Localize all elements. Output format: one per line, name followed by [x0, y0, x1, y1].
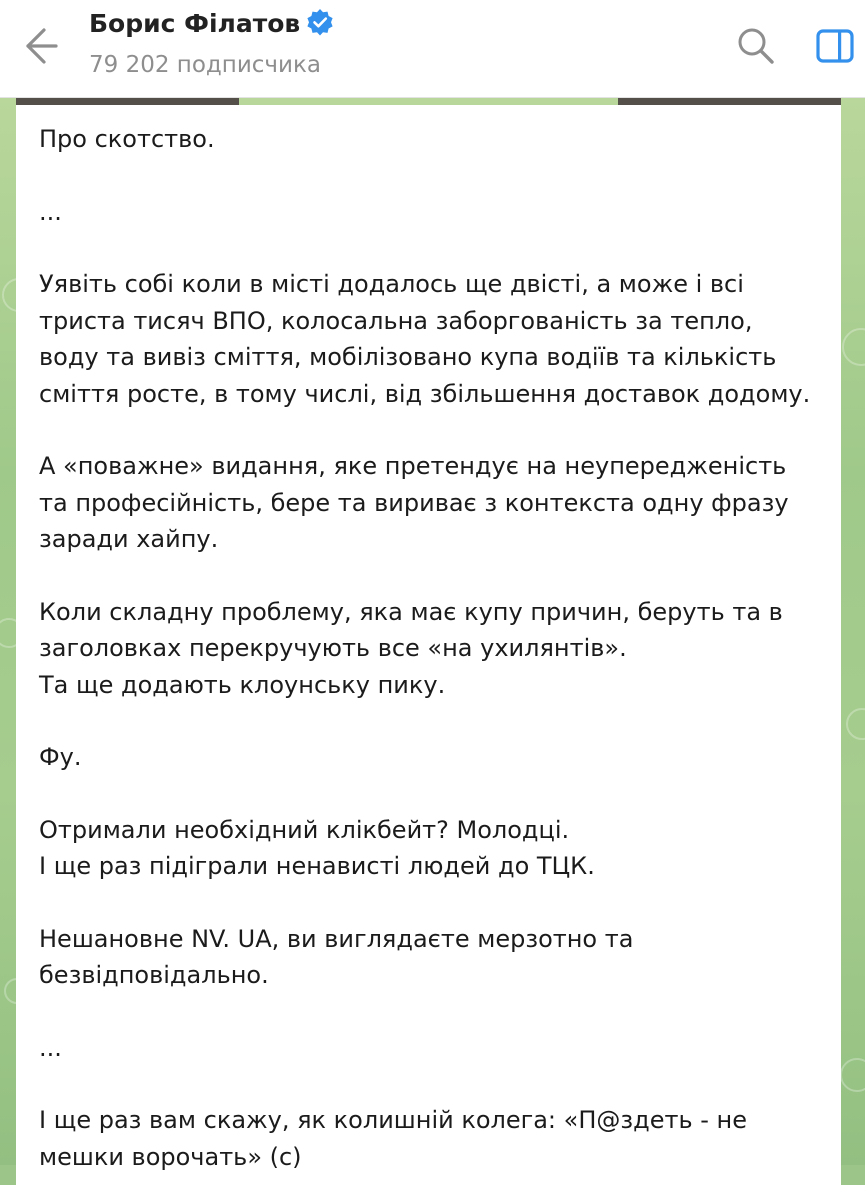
- message-paragraph: Уявіть собі коли в місті додалось ще двісті, а може і всі триста тисяч ВПО, колосальна заборгованість за тепло, воду та вивіз сміття, мобілізовано купа водіїв та кількість сміття росте, в тому числі, від збільшення доставок додому.: [39, 270, 811, 408]
- message-paragraph: ...: [39, 197, 62, 226]
- search-button[interactable]: [734, 24, 778, 68]
- message-bubble: [16, 105, 841, 1185]
- message-paragraph: Фу.: [39, 743, 82, 771]
- subscriber-count: 79 202 подписчика: [89, 52, 321, 78]
- message-paragraph: А «поважне» видання, яке претендує на неупередженість та професійність, бере та вириває з контекста одну фразу заради хайпу.: [39, 452, 789, 553]
- channel-title[interactable]: [89, 8, 334, 38]
- message-paragraph: Нешановне NV. UA, ви виглядаєте мерзотно та безвідповідально.: [39, 924, 634, 989]
- message-paragraph: Про скотство.: [39, 125, 215, 153]
- chat-header: [0, 0, 865, 98]
- media-preview-right-edge: [618, 98, 841, 105]
- message-paragraph: Отримали необхідний клікбейт? Молодці. І ще раз підіграли ненависті людей до ТЦК.: [39, 815, 595, 880]
- media-preview-left-edge: [16, 98, 239, 105]
- sidebar-toggle-button[interactable]: [814, 26, 856, 68]
- search-icon: [734, 24, 778, 68]
- message-paragraph: І ще раз вам скажу, як колишній колега: «П@здеть - не мешки ворочать» (с): [39, 1106, 747, 1171]
- message-paragraph: ...: [39, 1033, 62, 1062]
- verified-badge-icon: [306, 8, 334, 36]
- back-button[interactable]: [14, 22, 62, 70]
- arrow-left-icon: [14, 22, 62, 70]
- channel-name-text: Борис Філатов: [89, 9, 301, 38]
- message-paragraph: Коли складну проблему, яка має купу причин, беруть та в заголовках перекручують все «на ухилянтів». Та ще додають клоунську пику.: [39, 597, 783, 699]
- sidebar-toggle-icon: [814, 26, 856, 68]
